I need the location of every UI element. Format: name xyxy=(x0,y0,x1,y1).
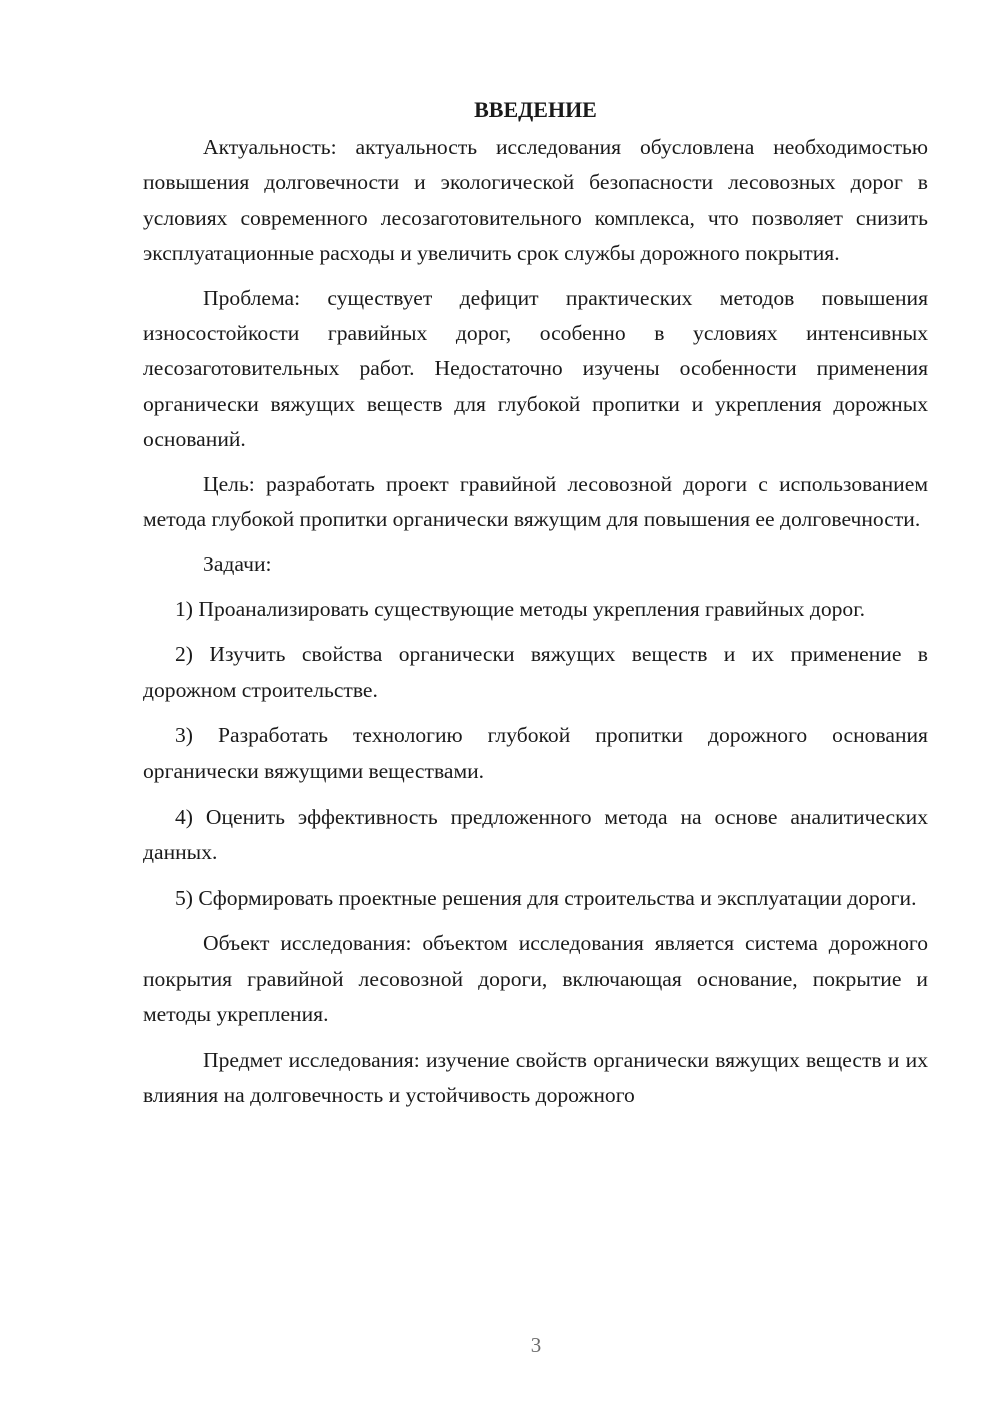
tasks-heading: Задачи: xyxy=(203,551,272,576)
page-number: 3 xyxy=(530,1333,542,1357)
task-item-3: 3) Разработать технологию глубокой пропитки дорожного основания органически вяжущими веществами. xyxy=(143,723,928,783)
task-item-1: 1) Проанализировать существующие методы укрепления гравийных дорог. xyxy=(175,596,866,621)
paragraph-goal: Цель: разработать проект гравийной лесовозной дороги с использованием метода глубокой пропитки органически вяжущим для повышения ее долговечности. xyxy=(143,471,928,531)
task-item-5: 5) Сформировать проектные решения для строительства и эксплуатации дороги. xyxy=(175,885,917,910)
paragraph-object: Объект исследования: объектом исследования является система дорожного покрытия гравийной лесовозной дороги, включающая основание, покрытие и методы укрепления. xyxy=(143,931,928,1027)
document-page xyxy=(143,92,928,1113)
task-item-2: 2) Изучить свойства органически вяжущих веществ и их применение в дорожном строительстве. xyxy=(143,642,928,702)
paragraph-relevance: Актуальность: актуальность исследования обусловлена необходимостью повышения долговечности и экологической безопасности лесовозных дорог в условиях современного лесозаготовительного комплекса, что позволяет снизить эксплуатационные расходы и увеличить срок службы дорожного покрытия. xyxy=(143,135,928,265)
paragraph-subject: Предмет исследования: изучение свойств органически вяжущих веществ и их влияния на долговечность и устойчивость дорожного xyxy=(143,1047,928,1108)
task-item-4: 4) Оценить эффективность предложенного метода на основе аналитических данных. xyxy=(143,804,928,864)
paragraph-problem: Проблема: существует дефицит практических методов повышения износостойкости гравийных дорог, особенно в условиях интенсивных лесозаготовительных работ. Недостаточно изучены особенности применения органически вяжущих веществ для глубокой пропитки и укрепления дорожных оснований. xyxy=(143,285,928,451)
page-title: ВВЕДЕНИЕ xyxy=(474,97,597,122)
